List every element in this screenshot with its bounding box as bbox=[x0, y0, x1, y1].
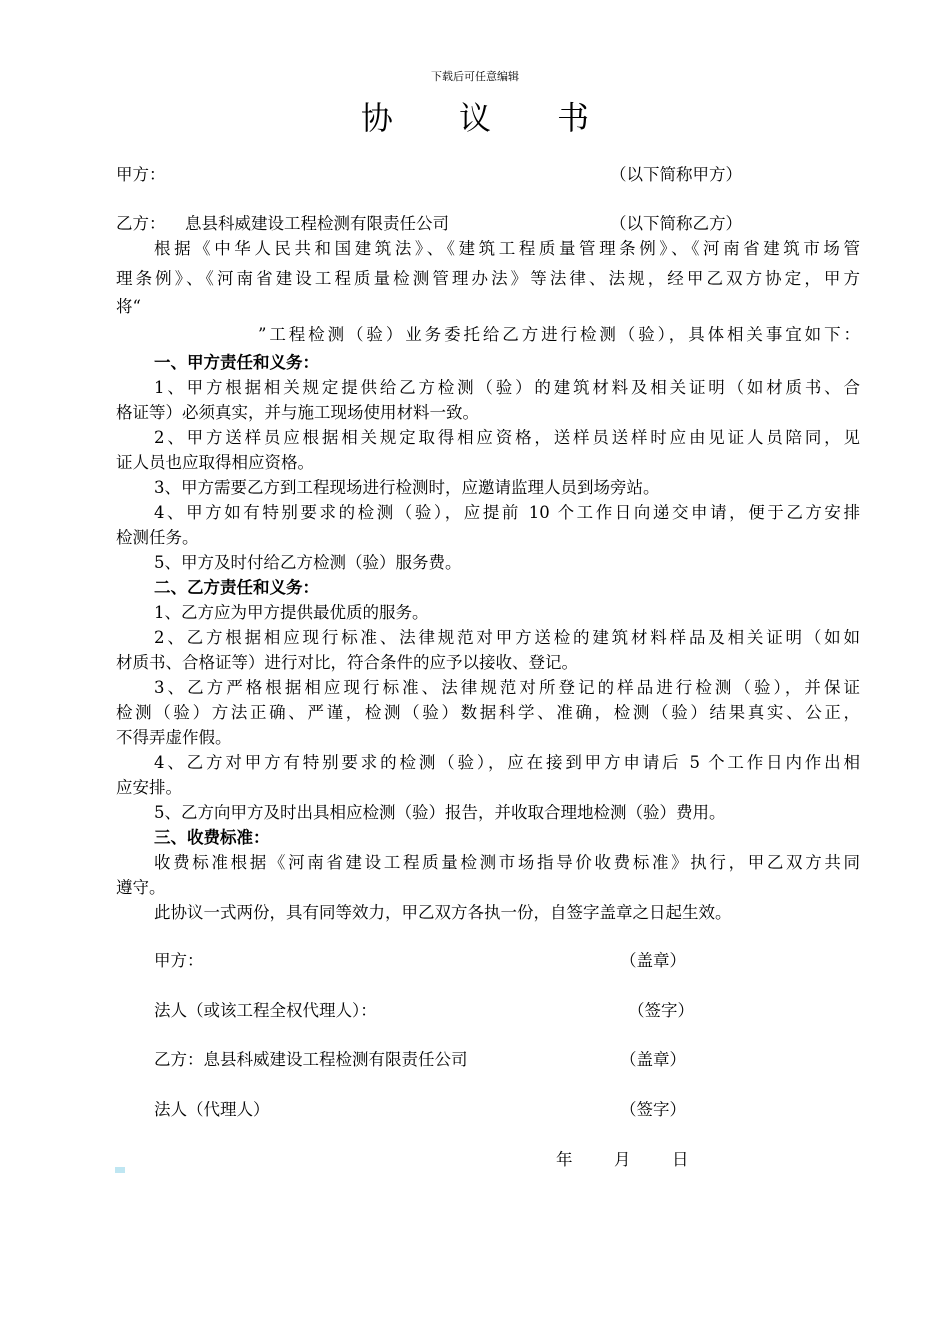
clause-line: 材质书、合格证等）进行对比，符合条件的应予以接收、登记。 bbox=[116, 653, 578, 672]
clause-line: 2、乙方根据相应现行标准、法律规范对甲方送检的建筑材料样品及相关证明（如如 bbox=[154, 628, 860, 647]
clause-line: 3、甲方需要乙方到工程现场进行检测时，应邀请监理人员到场旁站。 bbox=[154, 478, 660, 497]
clause-line: 4、乙方对甲方有特别要求的检测（验），应在接到甲方申请后 5 个工作日内作出相 bbox=[154, 753, 860, 772]
party-a-label: 甲方： bbox=[116, 165, 166, 184]
clause-line: 不得弄虚作假。 bbox=[116, 728, 232, 747]
date-month: 月 bbox=[614, 1150, 631, 1169]
party-b-label: 乙方： bbox=[116, 214, 166, 233]
sign-party-b-rep: 法人（代理人） bbox=[154, 1100, 270, 1119]
highlight-mark bbox=[115, 1167, 125, 1173]
clause-line: 5、乙方向甲方及时出具相应检测（验）报告，并收取合理地检测（验）费用。 bbox=[154, 803, 726, 822]
clause-line: 1、乙方应为甲方提供最优质的服务。 bbox=[154, 603, 429, 622]
section-heading: 二、乙方责任和义务： bbox=[154, 578, 319, 597]
date-year: 年 bbox=[556, 1150, 573, 1169]
clause-line: 证人员也应取得相应资格。 bbox=[116, 453, 314, 472]
sign-party-b: 乙方：息县科威建设工程检测有限责任公司 bbox=[154, 1050, 468, 1069]
seal-label: （盖章） bbox=[620, 1050, 686, 1069]
sign-party-a: 甲方： bbox=[154, 951, 204, 970]
clause-line: 检测（验）方法正确、严谨，检测（验）数据科学、准确，检测（验）结果真实、公正， bbox=[116, 703, 860, 722]
clause-line: 1、甲方根据相关规定提供给乙方检测（验）的建筑材料及相关证明（如材质书、合 bbox=[154, 378, 860, 397]
clause-line: 应安排。 bbox=[116, 778, 182, 797]
clause-line: 此协议一式两份，具有同等效力，甲乙双方各执一份，自签字盖章之日起生效。 bbox=[154, 903, 732, 922]
clause-line: 4、甲方如有特别要求的检测（验），应提前 10 个工作日向递交申请，便于乙方安排 bbox=[154, 503, 860, 522]
document-title: 协 议 书 bbox=[360, 99, 618, 137]
intro-line: 根据《中华人民共和国建筑法》、《建筑工程质量管理条例》、《河南省建筑市场管 bbox=[154, 239, 860, 258]
intro-line: ”工程检测（验）业务委托给乙方进行检测（验），具体相关事宜如下： bbox=[258, 325, 860, 344]
date-day: 日 bbox=[672, 1150, 689, 1169]
sign-party-a-rep: 法人（或该工程全权代理人）： bbox=[154, 1001, 377, 1020]
section-heading: 一、甲方责任和义务： bbox=[154, 353, 319, 372]
signature-label: （签字） bbox=[620, 1100, 686, 1119]
party-a-alias: （以下简称甲方） bbox=[610, 165, 742, 184]
signature-label: （签字） bbox=[628, 1001, 694, 1020]
intro-line: 将“ bbox=[116, 297, 141, 316]
seal-label: （盖章） bbox=[620, 951, 686, 970]
clause-line: 格证等）必须真实，并与施工现场使用材料一致。 bbox=[116, 403, 479, 422]
party-b-alias: （以下简称乙方） bbox=[610, 214, 742, 233]
header-note: 下载后可任意编辑 bbox=[431, 70, 519, 83]
clause-line: 遵守。 bbox=[116, 878, 166, 897]
intro-line: 理条例》、《河南省建设工程质量检测管理办法》等法律、法规，经甲乙双方协定，甲方 bbox=[116, 269, 860, 288]
clause-line: 2、甲方送样员应根据相关规定取得相应资格，送样员送样时应由见证人员陪同，见 bbox=[154, 428, 860, 447]
clause-line: 收费标准根据《河南省建设工程质量检测市场指导价收费标准》执行，甲乙双方共同 bbox=[154, 853, 860, 872]
party-b-name: 息县科威建设工程检测有限责任公司 bbox=[185, 214, 449, 233]
section-heading: 三、收费标准： bbox=[154, 828, 270, 847]
clause-line: 3、乙方严格根据相应现行标准、法律规范对所登记的样品进行检测（验），并保证 bbox=[154, 678, 860, 697]
clause-line: 5、甲方及时付给乙方检测（验）服务费。 bbox=[154, 553, 462, 572]
clause-line: 检测任务。 bbox=[116, 528, 199, 547]
